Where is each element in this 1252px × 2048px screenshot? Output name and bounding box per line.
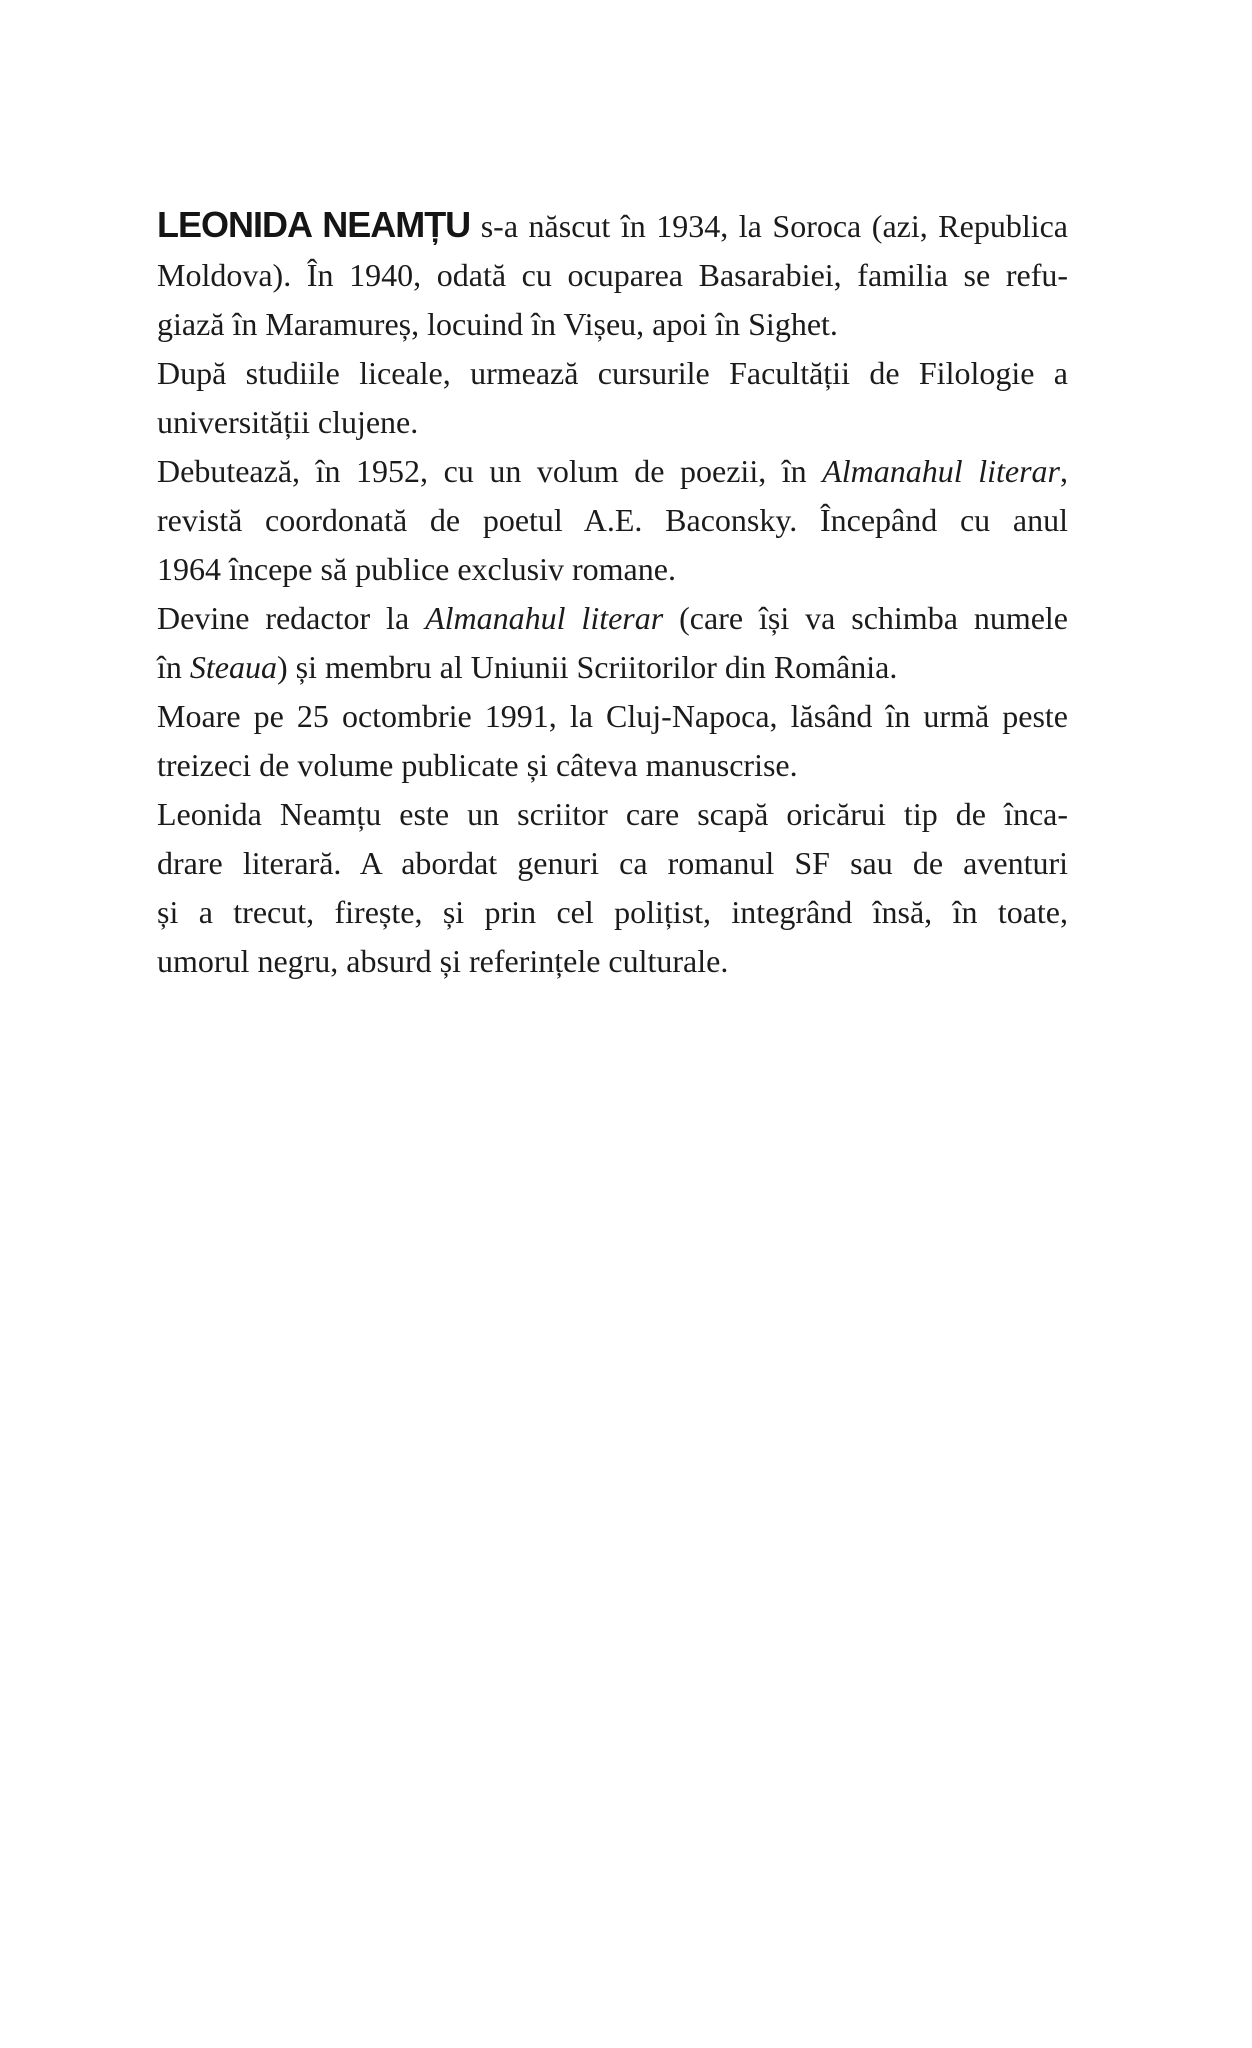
bio-text-line: [157, 545, 1068, 594]
bio-text-line: [157, 741, 1068, 790]
publication-title-italic: Almanahul literar: [822, 453, 1061, 489]
bio-text-line: [157, 692, 1068, 741]
bio-text-line: [157, 643, 1068, 692]
bio-text-line: [157, 300, 1068, 349]
bio-text-segment: Leonida Neamțu este un scriitor care scapă oricărui tip de înca-: [157, 796, 1068, 832]
bio-text-segment: Devine redactor la: [157, 600, 426, 636]
author-name-heading: LEONIDA NEAMȚU: [157, 204, 471, 245]
bio-text-line: [157, 398, 1068, 447]
bio-text-segment: drare literară. A abordat genuri ca romanul SF sau de aventuri: [157, 845, 1068, 881]
bio-text-segment: s-a născut în 1934, la Soroca (azi, Republica: [470, 208, 1069, 244]
publication-title-italic: Steaua: [189, 649, 277, 685]
bio-text-line: [157, 251, 1068, 300]
bio-text-line: [157, 594, 1068, 643]
bio-text-segment: universității clujene.: [157, 404, 419, 440]
bio-text-segment: ) și membru al Uniunii Scriitorilor din România.: [276, 649, 898, 685]
bio-text-line: [157, 888, 1068, 937]
bio-text-segment: 1964 începe să publice exclusiv romane.: [157, 551, 676, 587]
bio-text-line: [157, 200, 1068, 251]
bio-text-segment: și a trecut, firește, și prin cel polițist, integrând însă, în toate,: [157, 894, 1068, 930]
bio-text-line: [157, 349, 1068, 398]
bio-text-line: [157, 937, 1068, 986]
publication-title-italic: Almanahul literar: [425, 600, 664, 636]
bio-text-segment: giază în Maramureș, locuind în Vișeu, apoi în Sighet.: [157, 306, 838, 342]
bio-text-segment: în: [157, 649, 190, 685]
bio-text-line: [157, 447, 1068, 496]
bio-text-segment: După studiile liceale, urmează cursurile Facultății de Filologie a: [157, 355, 1068, 391]
author-bio-text-block: [157, 200, 1068, 986]
bio-text-segment: treizeci de volume publicate și câteva manuscrise.: [157, 747, 798, 783]
bio-text-segment: (care își va schimba numele: [663, 600, 1069, 636]
bio-text-line: [157, 496, 1068, 545]
bio-text-line: [157, 839, 1068, 888]
bio-text-segment: Moldova). În 1940, odată cu ocuparea Basarabiei, familia se refu-: [157, 257, 1068, 293]
bio-text-segment: revistă coordonată de poetul A.E. Baconsky. Începând cu anul: [157, 502, 1068, 538]
bio-text-segment: ,: [1060, 453, 1069, 489]
bio-text-segment: Moare pe 25 octombrie 1991, la Cluj-Napoca, lăsând în urmă peste: [157, 698, 1068, 734]
bio-text-segment: umorul negru, absurd și referințele culturale.: [157, 943, 729, 979]
bio-text-segment: Debutează, în 1952, cu un volum de poezii, în: [157, 453, 823, 489]
bio-text-line: [157, 790, 1068, 839]
